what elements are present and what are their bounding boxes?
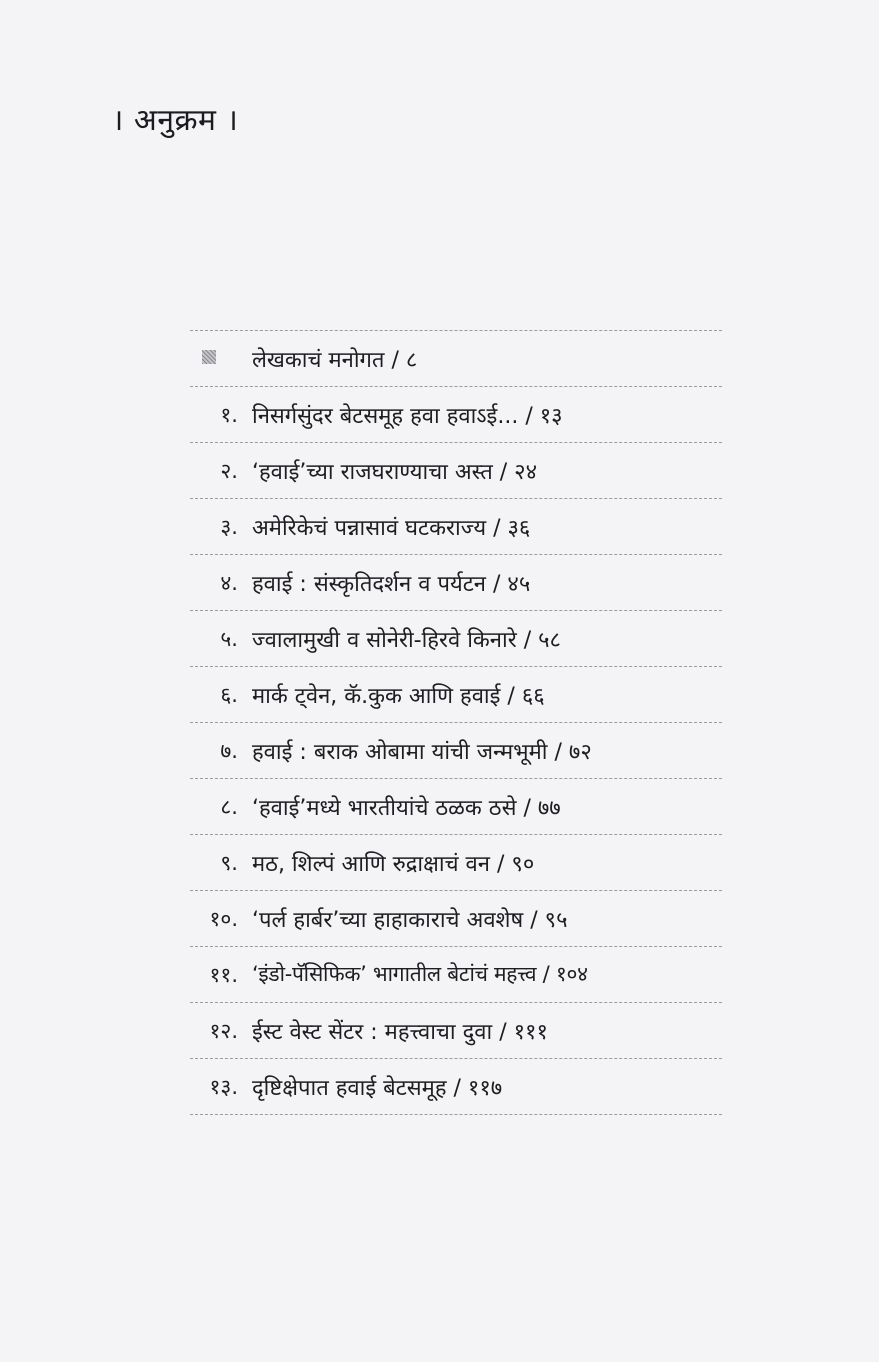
toc-entry [190,498,722,554]
toc-entry-number: ७. [220,739,238,763]
toc-entry-text: लेखकाचं मनोगत / ८ [252,348,418,373]
toc-entry-text: ‘इंडो-पॅसिफिक’ भागातील बेटांचं महत्त्व / १०४ [252,962,588,986]
toc-entry-text: अमेरिकेचं पन्नासावं घटकराज्य / ३६ [252,516,531,541]
toc-entry-text: मार्क ट्वेन, कॅ.कुक आणि हवाई / ६६ [252,684,545,709]
toc-entry-number: ३. [220,515,238,539]
toc-entry [190,442,722,498]
toc-entry-text: हवाई : संस्कृतिदर्शन व पर्यटन / ४५ [252,572,531,597]
toc-entry [190,1002,722,1058]
toc-entry-number: १३. [209,1075,238,1099]
toc-entry-number: ६. [220,683,238,707]
toc-entry-number: ९. [220,851,238,875]
table-of-contents [190,330,722,1115]
toc-entry-text: ज्वालामुखी व सोनेरी-हिरवे किनारे / ५८ [252,628,561,653]
toc-entry [190,946,722,1002]
toc-entry-text: ‘हवाई’च्या राजघराण्याचा अस्त / २४ [252,460,538,485]
toc-entry-number: १. [220,403,238,427]
toc-entry [190,834,722,890]
toc-entry-text: ‘हवाई’मध्ये भारतीयांचे ठळक ठसे / ७७ [252,796,561,821]
toc-entry [190,554,722,610]
toc-entry-text: मठ, शिल्पं आणि रुद्राक्षाचं वन / ९० [252,852,535,877]
toc-entry [190,666,722,722]
toc-entry-number: १०. [209,907,238,931]
toc-entry [190,386,722,442]
toc-entry-number: १२. [209,1019,238,1043]
toc-entry-number: ८. [220,795,238,819]
toc-entry-number: २. [220,459,238,483]
toc-entry-preface [190,330,722,386]
toc-entry-text: निसर्गसुंदर बेटसमूह हवा हवाऽई... / १३ [252,404,563,429]
toc-entry-text: ‘पर्ल हार्बर’च्या हाहाकाराचे अवशेष / ९५ [252,908,568,933]
toc-entry-number: ११. [209,963,238,987]
toc-entry-number: ४. [220,571,238,595]
toc-entry-text: दृष्टिक्षेपात हवाई बेटसमूह / ११७ [252,1076,503,1101]
page-title: । अनुक्रम । [112,103,239,138]
toc-entry [190,1058,722,1115]
toc-entry-number: ५. [220,627,238,651]
toc-entry [190,778,722,834]
toc-entry [190,722,722,778]
toc-entry [190,610,722,666]
square-bullet-icon [202,350,216,364]
toc-entry-text: ईस्ट वेस्ट सेंटर : महत्त्वाचा दुवा / १११ [252,1020,548,1045]
toc-entry [190,890,722,946]
toc-entry-text: हवाई : बराक ओबामा यांची जन्मभूमी / ७२ [252,740,592,765]
